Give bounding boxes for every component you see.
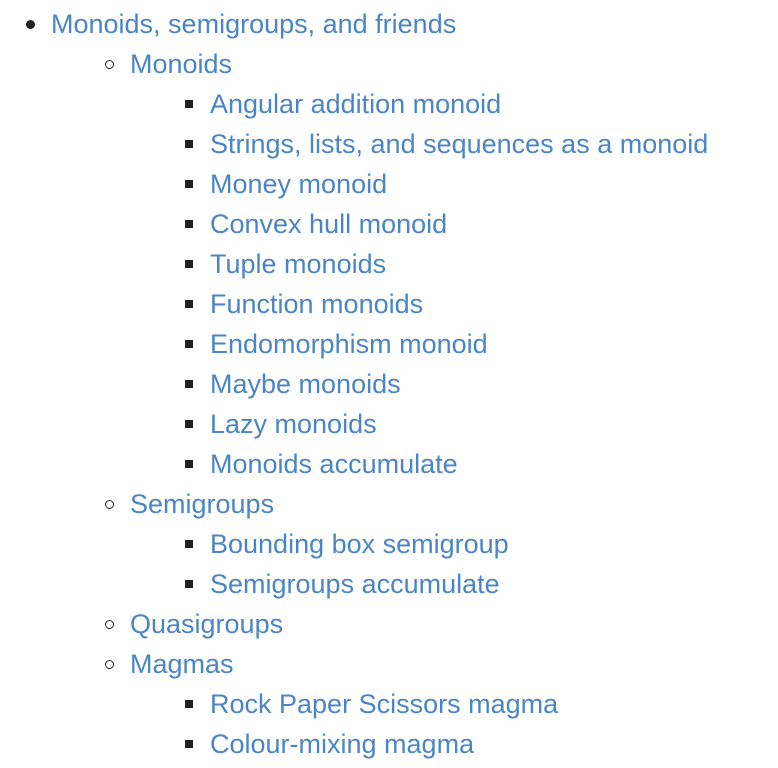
square-bullet-icon <box>185 340 193 348</box>
toc-item <box>0 84 708 124</box>
toc-link-semigroups[interactable]: Semigroups <box>130 488 275 519</box>
toc-link-colour-mixing-magma[interactable]: Colour-mixing magma <box>210 728 475 759</box>
circle-bullet-icon <box>105 500 114 509</box>
toc-section-quasigroups <box>0 604 708 644</box>
toc-link-lazy-monoids[interactable]: Lazy monoids <box>210 408 377 439</box>
toc-item <box>0 444 708 484</box>
toc-section-semigroups <box>0 484 708 524</box>
toc-item <box>0 284 708 324</box>
square-bullet-icon <box>185 700 193 708</box>
circle-bullet-icon <box>105 60 114 69</box>
square-bullet-icon <box>185 140 193 148</box>
square-bullet-icon <box>185 260 193 268</box>
circle-bullet-icon <box>105 620 114 629</box>
toc-link-tuple-monoids[interactable]: Tuple monoids <box>210 248 387 279</box>
toc-item <box>0 404 708 444</box>
toc-item <box>0 364 708 404</box>
toc-item <box>0 684 708 724</box>
toc-item <box>0 524 708 564</box>
square-bullet-icon <box>185 580 193 588</box>
toc-item <box>0 124 708 164</box>
circle-bullet-icon <box>105 660 114 669</box>
toc-link-angular-addition-monoid[interactable]: Angular addition monoid <box>210 88 502 119</box>
square-bullet-icon <box>185 180 193 188</box>
toc-item <box>0 164 708 204</box>
square-bullet-icon <box>185 460 193 468</box>
toc-link-monoids-accumulate[interactable]: Monoids accumulate <box>210 448 458 479</box>
square-bullet-icon <box>185 420 193 428</box>
toc-item <box>0 244 708 284</box>
toc-link-semigroups-accumulate[interactable]: Semigroups accumulate <box>210 568 500 599</box>
toc-link-convex-hull-monoid[interactable]: Convex hull monoid <box>210 208 448 239</box>
toc-link-money-monoid[interactable]: Money monoid <box>210 168 388 199</box>
toc-link-strings-lists-sequences-monoid[interactable]: Strings, lists, and sequences as a monoid <box>210 128 709 159</box>
toc-item <box>0 204 708 244</box>
toc-link-monoids-semigroups-and-friends[interactable]: Monoids, semigroups, and friends <box>51 8 457 39</box>
toc-link-bounding-box-semigroup[interactable]: Bounding box semigroup <box>210 528 509 559</box>
toc-item <box>0 564 708 604</box>
disc-bullet-icon <box>26 20 35 29</box>
square-bullet-icon <box>185 220 193 228</box>
toc-link-quasigroups[interactable]: Quasigroups <box>130 608 284 639</box>
square-bullet-icon <box>185 300 193 308</box>
toc-item-top <box>0 4 708 44</box>
toc-item <box>0 324 708 364</box>
square-bullet-icon <box>185 380 193 388</box>
toc-link-function-monoids[interactable]: Function monoids <box>210 288 424 319</box>
table-of-contents <box>0 4 708 764</box>
toc-link-rock-paper-scissors-magma[interactable]: Rock Paper Scissors magma <box>210 688 559 719</box>
toc-link-monoids[interactable]: Monoids <box>130 48 233 79</box>
toc-link-endomorphism-monoid[interactable]: Endomorphism monoid <box>210 328 488 359</box>
square-bullet-icon <box>185 100 193 108</box>
toc-link-magmas[interactable]: Magmas <box>130 648 234 679</box>
toc-link-maybe-monoids[interactable]: Maybe monoids <box>210 368 401 399</box>
toc-section-monoids <box>0 44 708 84</box>
square-bullet-icon <box>185 540 193 548</box>
square-bullet-icon <box>185 740 193 748</box>
toc-item <box>0 724 708 764</box>
toc-section-magmas <box>0 644 708 684</box>
